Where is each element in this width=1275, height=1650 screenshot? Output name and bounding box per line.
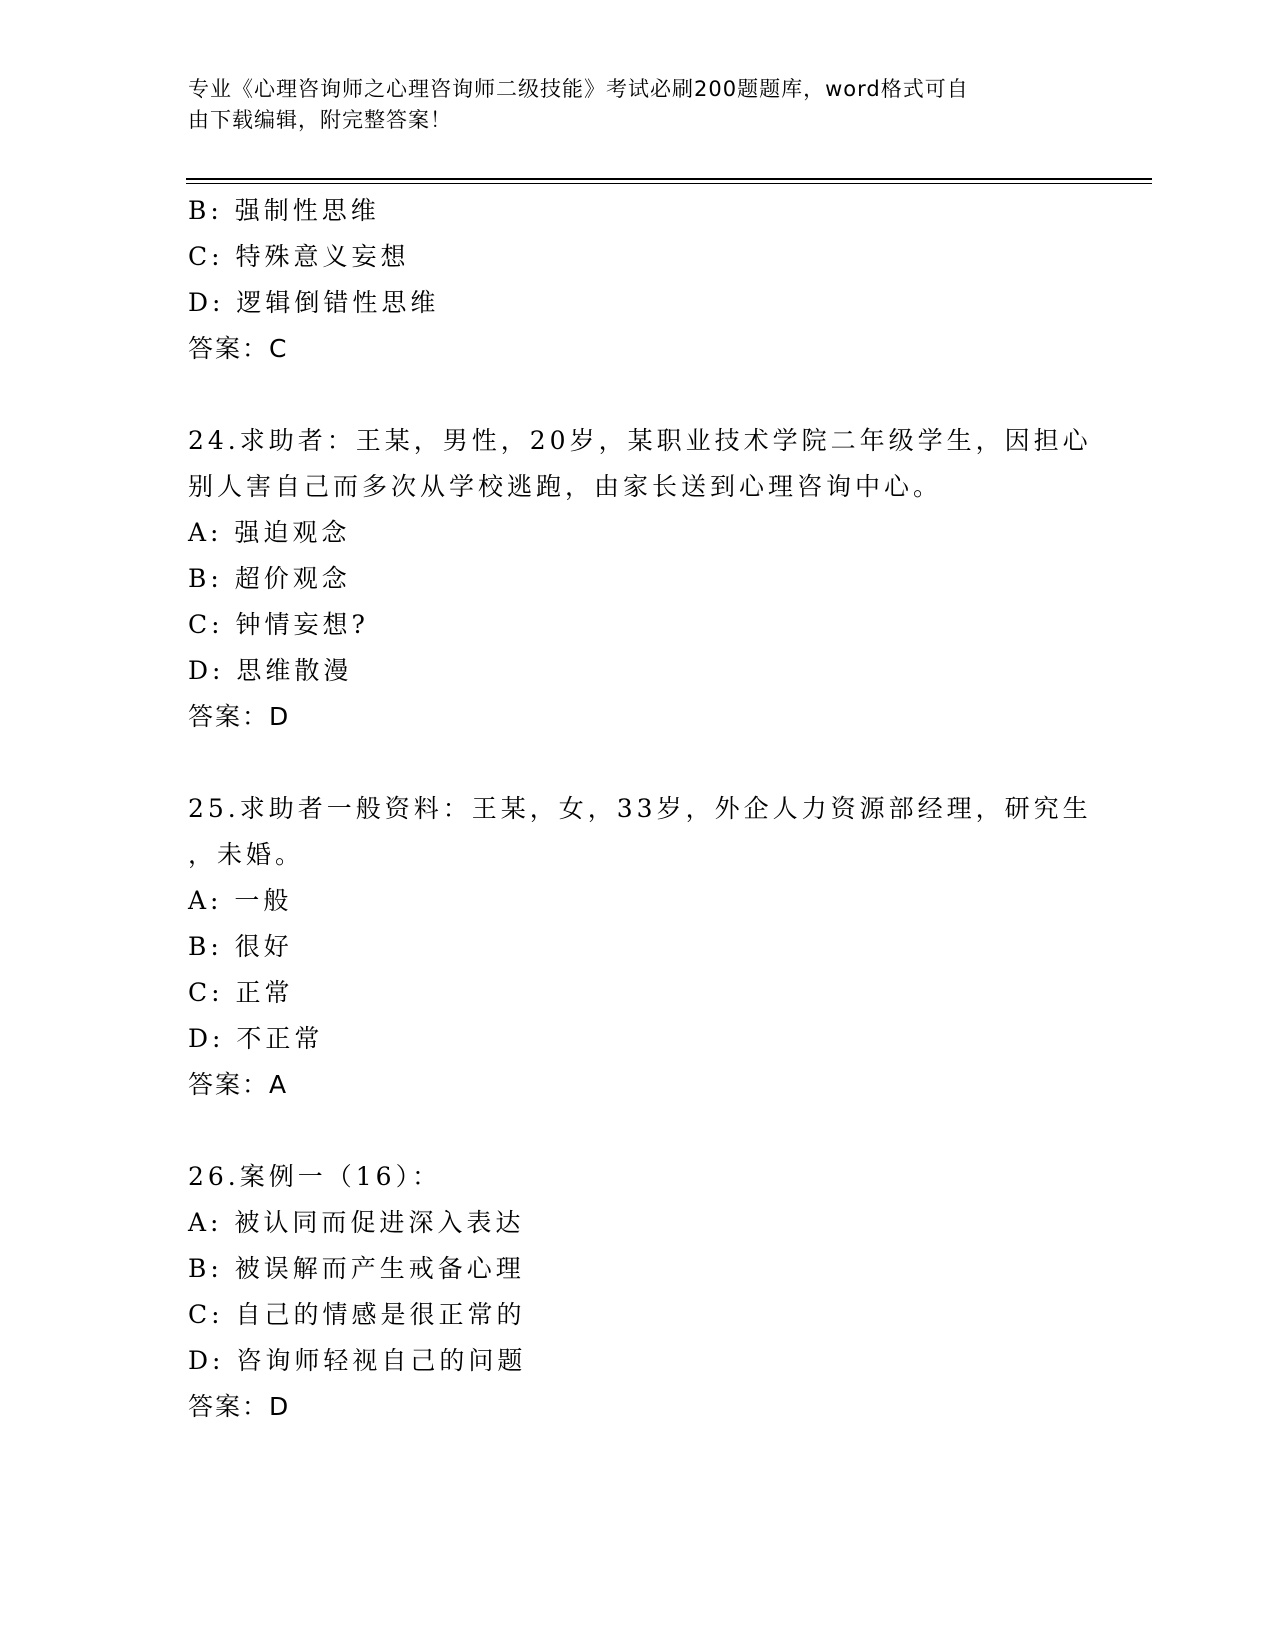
option-a: A: 一般 — [188, 886, 293, 915]
option-d: D: 逻辑倒错性思维 — [188, 288, 440, 317]
option-c: C: 钟情妄想? — [188, 610, 369, 639]
option-b: B: 被误解而产生戒备心理 — [188, 1254, 525, 1283]
answer-line: 答案：D — [188, 702, 291, 731]
document-header — [188, 74, 1068, 136]
question-item-26 — [188, 1154, 1088, 1430]
spacer — [188, 740, 1088, 786]
answer-line: 答案：C — [188, 334, 289, 363]
spacer — [188, 372, 1088, 418]
question-stem-line: 25.求助者一般资料：王某，女，33岁，外企人力资源部经理，研究生 — [188, 794, 1092, 823]
answer-line: 答案：D — [188, 1392, 291, 1421]
option-c: C: 特殊意义妄想 — [188, 242, 410, 271]
option-c: C: 正常 — [188, 978, 294, 1007]
option-a: A: 被认同而促进深入表达 — [188, 1208, 525, 1237]
question-stem-line: 别人害自己而多次从学校逃跑，由家长送到心理咨询中心。 — [188, 472, 943, 501]
option-d: D: 不正常 — [188, 1024, 324, 1053]
header-divider-thin — [186, 183, 1152, 184]
question-item-25 — [188, 786, 1092, 1108]
spacer — [188, 1108, 1088, 1154]
option-d: D: 咨询师轻视自己的问题 — [188, 1346, 527, 1375]
question-stem-line: 26.案例一（16）： — [188, 1162, 442, 1191]
option-d: D: 思维散漫 — [188, 656, 353, 685]
option-b: B: 强制性思维 — [188, 196, 380, 225]
question-stem-line: 24.求助者：王某，男性，20岁，某职业技术学院二年级学生，因担心 — [188, 426, 1092, 455]
option-b: B: 超价观念 — [188, 564, 351, 593]
header-line-2: 由下载编辑，附完整答案！ — [188, 108, 452, 132]
answer-line: 答案：A — [188, 1070, 289, 1099]
header-line-1: 专业《心理咨询师之心理咨询师二级技能》考试必刷200题题库，word格式可自 — [188, 77, 969, 101]
question-list — [188, 188, 1092, 1430]
header-divider-thick — [186, 178, 1152, 180]
question-item-23 — [188, 188, 1088, 372]
question-stem-line: ，未婚。 — [188, 840, 305, 869]
option-c: C: 自己的情感是很正常的 — [188, 1300, 526, 1329]
option-b: B: 很好 — [188, 932, 293, 961]
option-a: A: 强迫观念 — [188, 518, 351, 547]
question-item-24 — [188, 418, 1092, 740]
